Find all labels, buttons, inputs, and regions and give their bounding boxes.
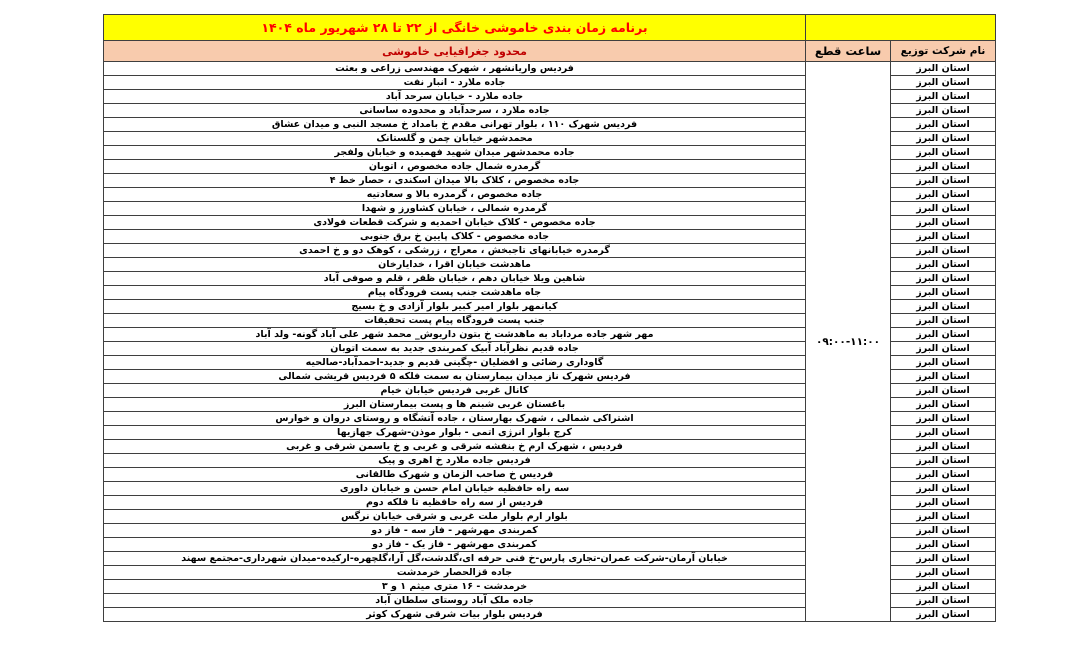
- area-cell: خرمدشت - ۱۶ متری میثم ۱ و ۳: [104, 580, 806, 594]
- company-cell: استان البرز: [891, 188, 996, 202]
- company-cell: استان البرز: [891, 566, 996, 580]
- title-row: [104, 15, 996, 41]
- area-cell: گاوداری رضائی و افضلیان -چگینی قدیم و جدید-احمدآباد-صالحیه: [104, 356, 806, 370]
- area-cell: فردیس واریانشهر ، شهرک مهندسی زراعی و بعثت: [104, 62, 806, 76]
- company-cell: استان البرز: [891, 258, 996, 272]
- company-cell: استان البرز: [891, 552, 996, 566]
- company-cell: استان البرز: [891, 272, 996, 286]
- company-cell: استان البرز: [891, 62, 996, 76]
- company-cell: استان البرز: [891, 398, 996, 412]
- company-cell: استان البرز: [891, 538, 996, 552]
- area-cell: کانال غربی فردیس خیابان خیام: [104, 384, 806, 398]
- company-cell: استان البرز: [891, 118, 996, 132]
- area-cell: ماهدشت خیابان اقرا ، خدایارخان: [104, 258, 806, 272]
- area-cell: خیابان آرمان-شرکت عمران-تجاری پارس-خ فنی حرفه ای،گلدشت،گل آرا،گلچهره-ارکیده-میدان شهرداری-مجتمع سهند: [104, 552, 806, 566]
- area-cell: جاه ماهدشت جنب پست فرودگاه پیام: [104, 286, 806, 300]
- area-cell: فردیس از سه راه حافظیه تا فلکه دوم: [104, 496, 806, 510]
- area-cell: فردیس جاده ملارد خ اهری و پیک: [104, 454, 806, 468]
- table-title: برنامه زمان بندی خاموشی خانگی از ۲۲ تا ۲۸ شهریور ماه ۱۴۰۴: [104, 15, 806, 41]
- header-time: ساعت قطع: [806, 41, 891, 62]
- area-cell: شاهین ویلا خیابان دهم ، خیابان ظفر ، قلم و صوفی آباد: [104, 272, 806, 286]
- company-cell: استان البرز: [891, 342, 996, 356]
- company-cell: استان البرز: [891, 412, 996, 426]
- company-cell: استان البرز: [891, 328, 996, 342]
- outage-schedule-table: [103, 14, 996, 622]
- area-cell: کمربندی مهرشهر - فاز سه - فاز دو: [104, 524, 806, 538]
- header-row: [104, 41, 996, 62]
- company-cell: استان البرز: [891, 314, 996, 328]
- company-cell: استان البرز: [891, 174, 996, 188]
- company-cell: استان البرز: [891, 580, 996, 594]
- company-cell: استان البرز: [891, 454, 996, 468]
- company-cell: استان البرز: [891, 482, 996, 496]
- area-cell: اشتراکی شمالی ، شهرک بهارستان ، جاده آتشگاه و روستای دروان و خوارس: [104, 412, 806, 426]
- company-cell: استان البرز: [891, 594, 996, 608]
- company-cell: استان البرز: [891, 286, 996, 300]
- area-cell: جاده مخصوص - کلاک خیابان احمدیه و شرکت قطعات فولادی: [104, 216, 806, 230]
- company-cell: استان البرز: [891, 146, 996, 160]
- area-cell: جاده ملارد ، سرحدآباد و محدوده ساسانی: [104, 104, 806, 118]
- area-cell: سه راه حافظیه خیابان امام حسن و خیابان داوری: [104, 482, 806, 496]
- area-cell: کرج بلوار انرژی اتمی - بلوار موذن-شهرک جهازیها: [104, 426, 806, 440]
- area-cell: باغستان غربی شبنم ها و پست بیمارستان البرز: [104, 398, 806, 412]
- company-cell: استان البرز: [891, 244, 996, 258]
- area-cell: جاده قزالحصار خرمدشت: [104, 566, 806, 580]
- company-cell: استان البرز: [891, 300, 996, 314]
- area-cell: محمدشهر خیابان چمن و گلستانک: [104, 132, 806, 146]
- company-cell: استان البرز: [891, 524, 996, 538]
- area-cell: جاده محمدشهر میدان شهید فهمیده و خیابان ولفجر: [104, 146, 806, 160]
- area-cell: جنب پست فرودگاه پیام پست تحقیقات: [104, 314, 806, 328]
- area-cell: جاده قدیم نظرآباد آبیک کمربندی جدید به سمت اتوبان: [104, 342, 806, 356]
- header-company: نام شرکت توزیع: [891, 41, 996, 62]
- company-cell: استان البرز: [891, 202, 996, 216]
- company-cell: استان البرز: [891, 160, 996, 174]
- company-cell: استان البرز: [891, 510, 996, 524]
- company-cell: استان البرز: [891, 132, 996, 146]
- company-cell: استان البرز: [891, 426, 996, 440]
- header-area: محدود جغرافیایی خاموشی: [104, 41, 806, 62]
- company-cell: استان البرز: [891, 76, 996, 90]
- area-cell: گرمدره شمال جاده مخصوص ، اتوبان: [104, 160, 806, 174]
- area-cell: کمربندی مهرشهر - فاز یک - فاز دو: [104, 538, 806, 552]
- company-cell: استان البرز: [891, 104, 996, 118]
- company-cell: استان البرز: [891, 468, 996, 482]
- area-cell: گرمدره خیابانهای تاجبخش ، معراج ، زرشکی ، کوهک دو و خ احمدی: [104, 244, 806, 258]
- company-cell: استان البرز: [891, 384, 996, 398]
- company-cell: استان البرز: [891, 356, 996, 370]
- company-cell: استان البرز: [891, 370, 996, 384]
- title-spacer-cell: [806, 15, 996, 41]
- company-cell: استان البرز: [891, 440, 996, 454]
- company-cell: استان البرز: [891, 496, 996, 510]
- area-cell: جاده ملارد - انبار نفت: [104, 76, 806, 90]
- area-cell: فردیس ، شهرک ارم خ بنفشه شرقی و غربی و خ یاسمن شرقی و غربی: [104, 440, 806, 454]
- area-cell: جاده مخصوص ، گرمدره بالا و سعادتیه: [104, 188, 806, 202]
- area-cell: کیانمهر بلوار امیر کبیر بلوار آزادی و خ بسیج: [104, 300, 806, 314]
- area-cell: فردیس شهرک ۱۱۰ ، بلوار تهرانی مقدم خ بامداد خ مسجد النبی و میدان عشاق: [104, 118, 806, 132]
- area-cell: گرمدره شمالی ، خیابان کشاورز و شهدا: [104, 202, 806, 216]
- area-cell: جاده ملک آباد روستای سلطان آباد: [104, 594, 806, 608]
- area-cell: جاده ملارد - خیابان سرحد آباد: [104, 90, 806, 104]
- area-cell: مهر شهر جاده مرداباد به ماهدشت خ بتون داریوش_ محمد شهر علی آباد گونه- ولد آباد: [104, 328, 806, 342]
- area-cell: فردیس شهرک ناز میدان بیمارستان به سمت فلکه ۵ فردیس قریشی شمالی: [104, 370, 806, 384]
- company-cell: استان البرز: [891, 230, 996, 244]
- company-cell: استان البرز: [891, 90, 996, 104]
- company-cell: استان البرز: [891, 608, 996, 622]
- table-body: [104, 62, 996, 622]
- table-row: [104, 62, 996, 76]
- area-cell: بلوار ارم بلوار ملت غربی و شرقی خیابان نرگس: [104, 510, 806, 524]
- area-cell: فردیس خ صاحب الزمان و شهرک طالقانی: [104, 468, 806, 482]
- company-cell: استان البرز: [891, 216, 996, 230]
- area-cell: جاده مخصوص ، کلاک بالا میدان اسکندی ، حصار خط ۴: [104, 174, 806, 188]
- area-cell: جاده مخصوص - کلاک پایین خ برق جنوبی: [104, 230, 806, 244]
- outage-time-cell: ۰۹:۰۰-۱۱:۰۰: [806, 62, 891, 622]
- area-cell: فردیس بلوار بیات شرقی شهرک کوثر: [104, 608, 806, 622]
